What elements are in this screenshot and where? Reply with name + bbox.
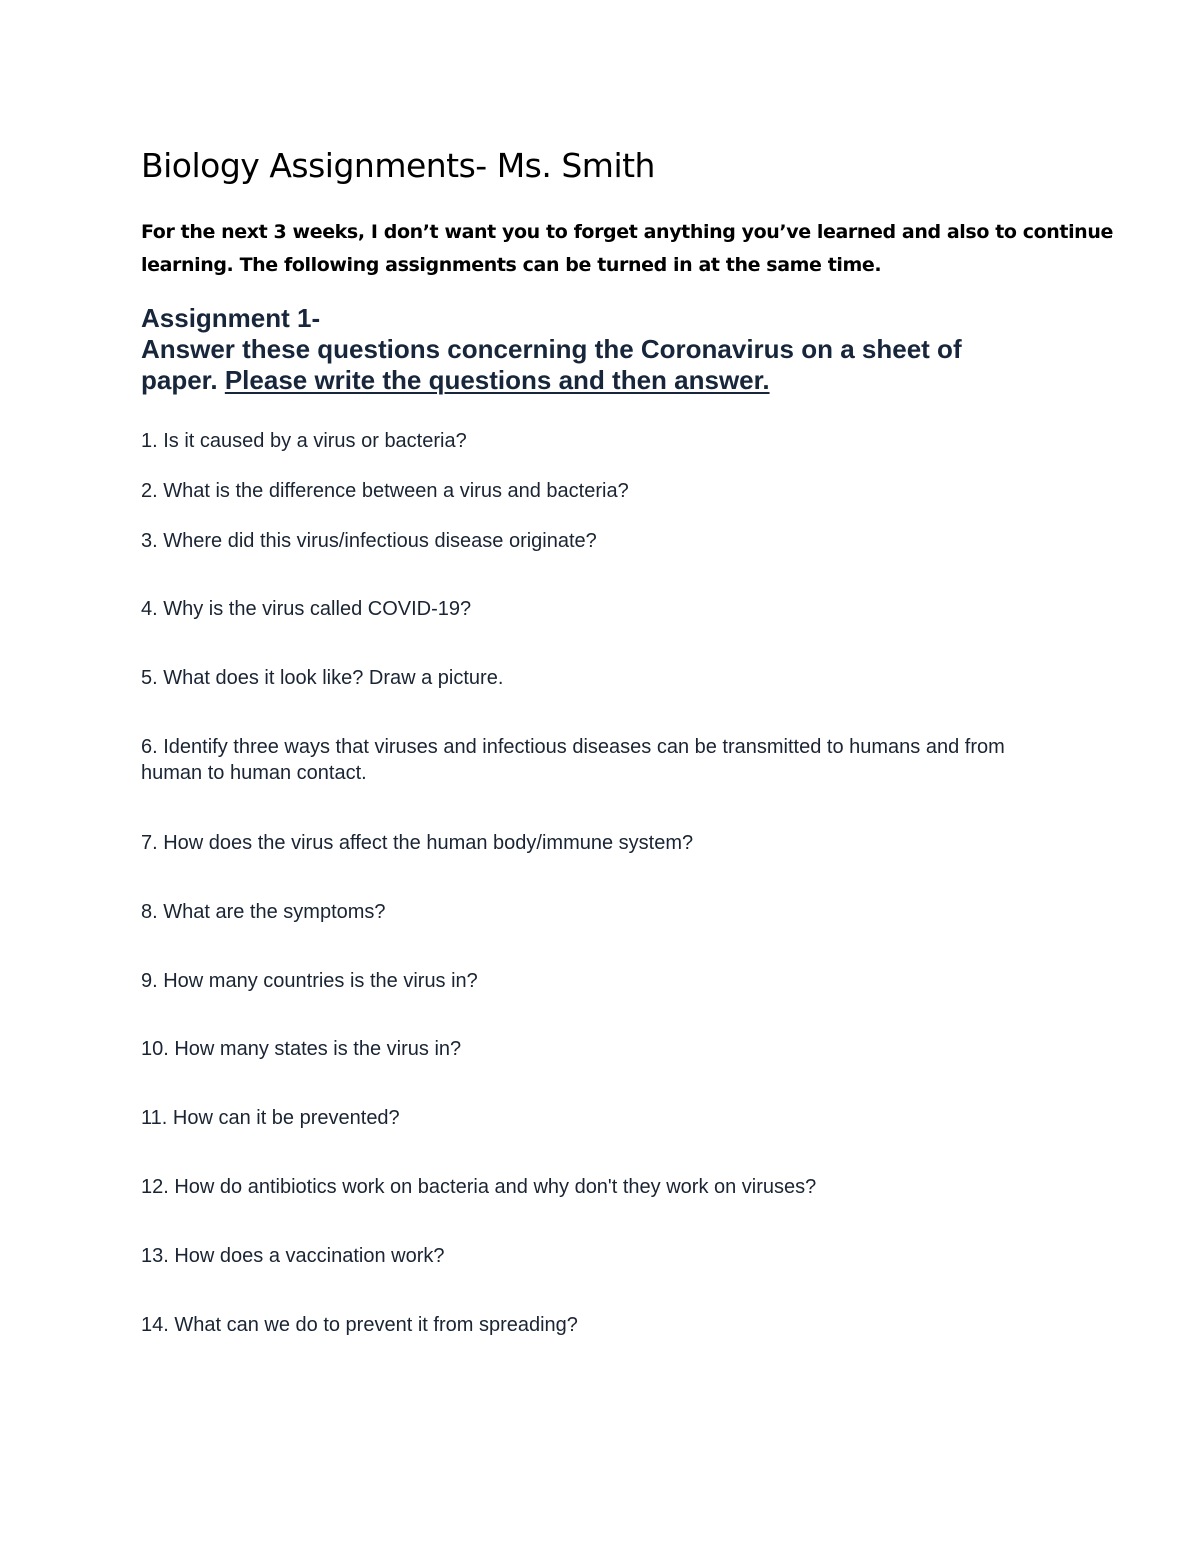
assignment-instruction-plain: paper. [141,365,225,395]
question-4: 4. Why is the virus called COVID-19? [141,598,472,620]
page-title: Biology Assignments- Ms. Smith [141,146,655,185]
question-2: 2. What is the difference between a virus and bacteria? [141,480,629,502]
question-5: 5. What does it look like? Draw a picture. [141,667,504,689]
question-12: 12. How do antibiotics work on bacteria and why don't they work on viruses? [141,1176,817,1198]
question-7: 7. How does the virus affect the human body/immune system? [141,832,694,854]
question-1: 1. Is it caused by a virus or bacteria? [141,430,467,452]
question-14: 14. What can we do to prevent it from spreading? [141,1314,578,1336]
intro-line-2: learning. The following assignments can be turned in at the same time. [141,254,882,276]
assignment-instruction-line-2 [141,365,1041,396]
question-8: 8. What are the symptoms? [141,901,386,923]
question-13: 13. How does a vaccination work? [141,1245,445,1267]
question-11: 11. How can it be prevented? [141,1107,400,1129]
intro-paragraph [141,216,1113,282]
question-10: 10. How many states is the virus in? [141,1038,462,1060]
question-9: 9. How many countries is the virus in? [141,970,478,992]
question-6: 6. Identify three ways that viruses and infectious diseases can be transmitted to humans and from human to human contact. [141,736,1005,784]
intro-line-1: For the next 3 weeks, I don’t want you to forget anything you’ve learned and also to continue [141,221,1113,243]
question-3: 3. Where did this virus/infectious disease originate? [141,530,597,552]
assignment-label: Assignment 1- [141,303,321,333]
assignment-instruction-line-1: Answer these questions concerning the Coronavirus on a sheet of [141,334,962,364]
assignment-instruction-underlined: Please write the questions and then answer. [224,365,770,395]
assignment-heading [141,303,1041,396]
